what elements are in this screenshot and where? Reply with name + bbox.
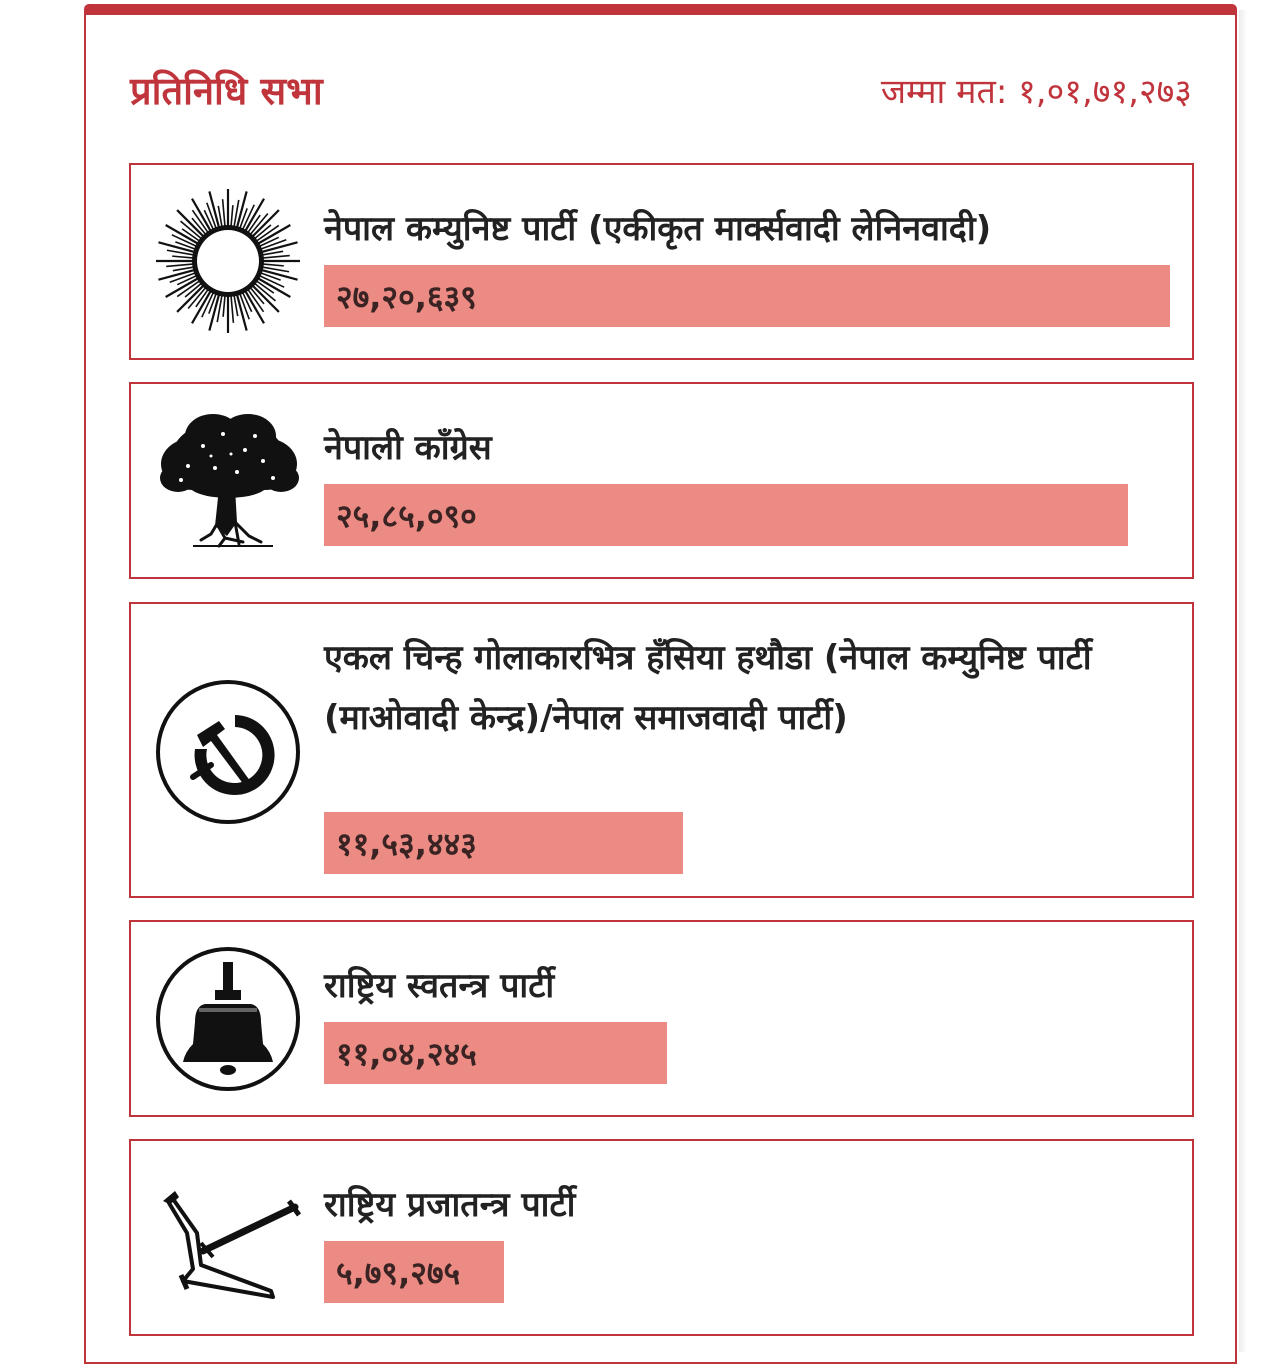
vote-bar [324, 1022, 667, 1084]
party-name: एकल चिन्ह गोलाकारभित्र हँसिया हथौडा (नेपाल कम्युनिष्ट पार्टी (माओवादी केन्द्र)/नेपाल समाजवादी पार्टी) [324, 638, 1092, 738]
party-card[interactable] [129, 1139, 1194, 1336]
tree-icon [153, 406, 303, 556]
hammer-sickle-icon [153, 677, 303, 827]
party-card[interactable] [129, 163, 1194, 360]
party-name: राष्ट्रिय स्वतन्त्र पार्टी [324, 966, 555, 1006]
party-name: नेपाली काँग्रेस [324, 428, 492, 468]
vote-count: ५,७९,२७५ [336, 1254, 461, 1292]
party-name: राष्ट्रिय प्रजातन्त्र पार्टी [324, 1185, 576, 1225]
vote-bar [324, 484, 1128, 546]
plough-icon [153, 1163, 303, 1313]
panel-shadow [1239, 10, 1247, 1352]
party-name: नेपाल कम्युनिष्ट पार्टी (एकीकृत मार्क्सवादी लेनिनवादी) [324, 209, 992, 249]
vote-count: ११,०४,२४५ [336, 1035, 477, 1073]
party-card[interactable] [129, 382, 1194, 579]
page-title: प्रतिनिधि सभा [130, 69, 323, 113]
vote-bar [324, 812, 683, 874]
vote-bar [324, 1241, 504, 1303]
sun-icon [153, 186, 303, 336]
bell-icon [153, 944, 303, 1094]
vote-count: २७,२०,६३९ [336, 278, 477, 316]
party-card[interactable] [129, 920, 1194, 1117]
total-votes: जम्मा मत: १,०१,७१,२७३ [880, 72, 1192, 112]
vote-count: ११,५३,४४३ [336, 825, 477, 863]
vote-count: २५,८५,०९० [336, 497, 477, 535]
vote-bar [324, 265, 1170, 327]
party-card[interactable] [129, 602, 1194, 898]
